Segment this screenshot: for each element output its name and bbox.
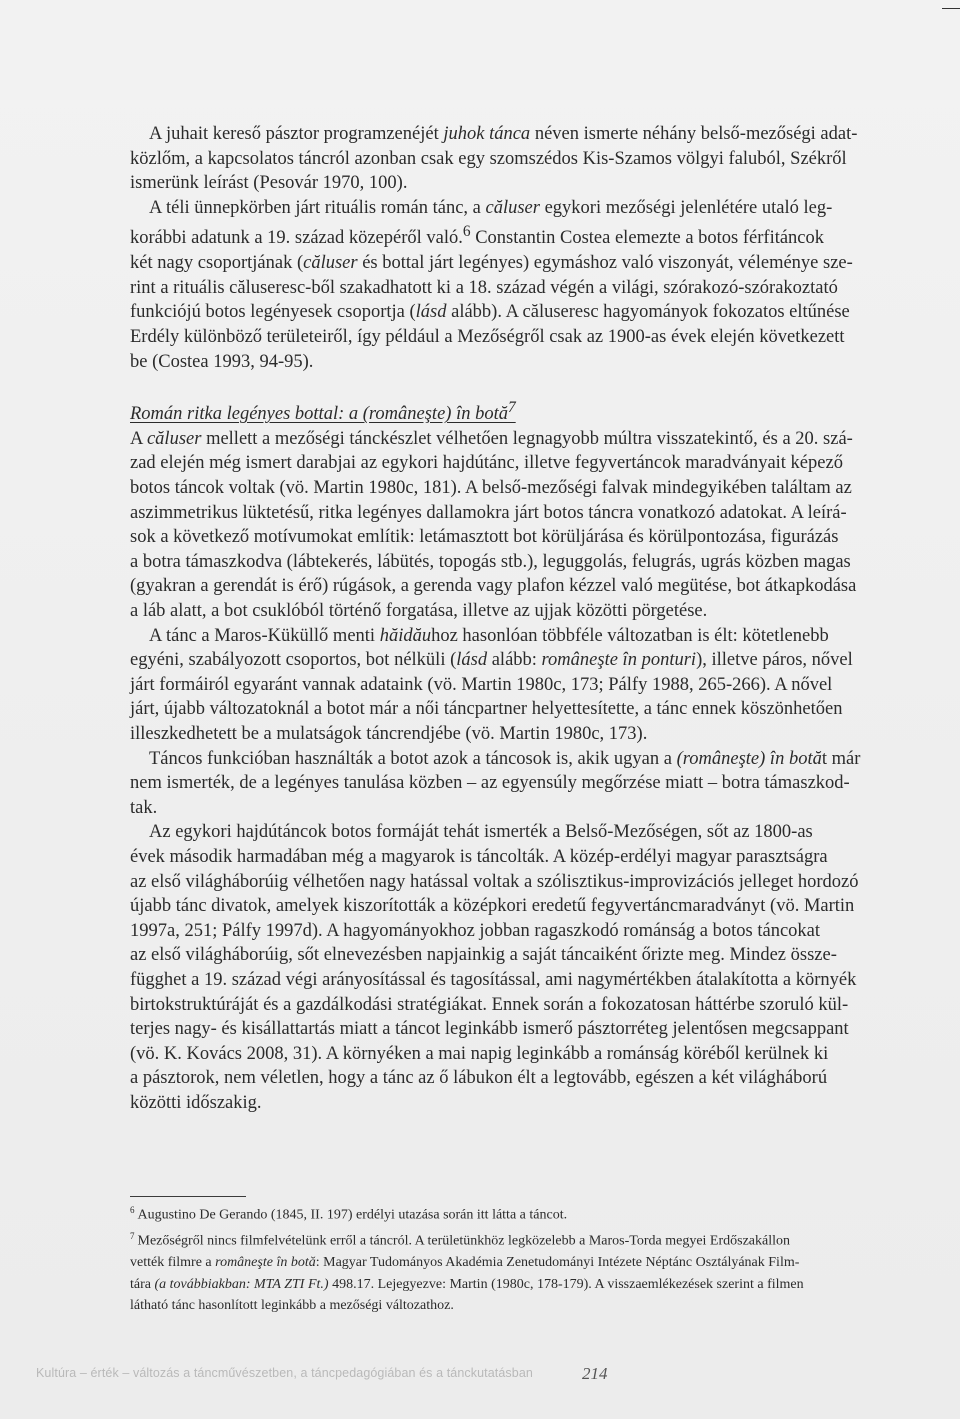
footnote — [130, 1226, 907, 1317]
body-paragraph: A téli ünnepkörben járt rituális román tánc, a căluser egykori mezőségi jelenlétére utaló leg- korábbi adatunk a 19. század közepéről való.$^6$ Constantin Costea elemezte a botos férfitáncok két nagy csoportjának (căluser és bottal járt legényes) egymáshoz való viszonyát, véleménye sze- rint a rituális căluseresc-ből szakadhatott ki a 18. század végén a világi, szórakozó-szórakoztató funkciójú botos legényesek csoportja (lásd alább). A căluseresc hagyományok fokozatos eltűnése Erdély különböző területeiről, így például a Mezőségről csak az 1900-as évek elején következett be (Costea 1993, 94-95). — [130, 197, 853, 372]
section-heading: Román ritka legényes bottal: a (româneşte) în botă$^7$ — [130, 399, 516, 425]
body-paragraph: A căluser mellett a mezőségi tánckészlet vélhetően legnagyobb múltra visszatekintő, és a 20. szá- zad elején még ismert darabjai az egykori hajdútánc, illetve fegyvertáncok maradványait képező botos táncok voltak (vö. Martin 1980c, 181). A belső-mezőségi falvak mindegyikében találtam az aszimmetrikus lüktetésű, ritka legényes dallamokra járt botos táncra vonatkozó adatokat. A leírá- sok a következő motívumokat említik: letámasztott bot körüljárása és körülpontozása, figurázás a botra támaszkodva (lábtekerés, lábütés, topogás stb.), leguggolás, felugrás, ugrás közben magas (gyakran a gerendát is érő) rúgások, a gerenda vagy plafon kézzel való megütése, bot átkapkodása a láb alatt, a bot csuklóból történő forgatása, illetve az ujjak közötti pörgetése. — [130, 428, 857, 621]
scan-edge-line — [942, 0, 960, 9]
running-footer: Kultúra – érték – változás a táncművészetben, a táncpedagógiában és a tánckutatásban — [36, 1366, 533, 1380]
body-paragraph: Az egykori hajdútáncok botos formáját tehát ismerték a Belső-Mezőségen, sőt az 1800-as évek második harmadában még a magyarok is táncolták. A közép-erdélyi magyar parasztságra az első világháborúig vélhetően nagy hatással voltak a szólisztikus-improvizációs jelleget hordozó újabb tánc divatok, amelyek kiszorították a középkori eredetű fegyvertáncmaradványt (vö. Martin 1997a, 251; Pálfy 1997d). A hagyományokhoz jobban ragaszkodó románság a botos táncokat az első világháborúig, sőt elnevezésben napjainkig a saját táncaiként őrizte meg. Mindez össze- függhet a 19. század végi arányosítással és tagosítással, ami nagymértékben átalakította a környék birtokstruktúráját és a gazdálkodási stratégiákat. Ennek során a fokozatosan háttérbe szoruló kül- terjes nagy- és kisállattartás miatt a táncot leginkább ismerő pásztorréteg jelentősen megcsappant (vö. K. Kovács 2008, 31). A környéken a mai napig leginkább a románság köréből kerülnek ki a pásztorok, nem véletlen, hogy a tánc az ő lábukon élt a legtovább, egészen a két világháború közötti időszakig. — [130, 822, 859, 1113]
footnote-text: Mezőségről nincs filmfelvételünk erről a táncról. A területünkhöz legközelebb a Maros-Torda megyei Erdőszakállon vették filmre a româneşte în botă: Magyar Tudományos Akadémia Zenetudományi Intézete Néptánc Osztályának Film- tára (a továbbiakban: MTA ZTI Ft.) 498.17. Lejegyezve: Martin (1980c, 178-179). A visszaemlékezések szerint a filmen látható tánc hasonlított leginkább a mezőségi változathoz. — [130, 1233, 804, 1314]
footnote-number: 7 — [130, 1231, 135, 1242]
body-paragraph: A tánc a Maros-Küküllő menti hăidăuhoz hasonlóan többféle változatban is élt: kötetlenebb egyéni, szabályozott csoportos, bot nélküli (lásd alább: româneşte în ponturi), illetve páros, nővel járt formáiról egyaránt vannak adataink (vö. Martin 1980c, 173; Pálfy 1988, 265-266). A nővel járt, újabb változatoknál a botot már a női táncpartner helyettesítette, a tánc ennek köszönhetően illeszkedhetett be a mulatságok táncrendjébe (vö. Martin 1980c, 173). — [130, 625, 853, 744]
footnotes — [130, 1200, 907, 1317]
footnote-text: Augustino De Gerando (1845, II. 197) erdélyi utazása során itt látta a táncot. — [137, 1207, 568, 1223]
footnote-separator — [130, 1196, 246, 1197]
body-paragraph: Táncos funkcióban használták a botot azok a táncosok is, akik ugyan a (româneşte) în botăt már nem ismerték, de a legényes tanulása közben – az egyensúly megőrzése miatt – botra támaszkod- tak. — [130, 748, 861, 818]
page-number: 214 — [582, 1364, 608, 1383]
footnote-number: 6 — [130, 1205, 135, 1215]
footnote — [130, 1200, 907, 1226]
body-text — [130, 122, 907, 1115]
body-paragraph: A juhait kereső pásztor programzenéjét juhok tánca néven ismerte néhány belső-mezőségi adat- közlőm, a kapcsolatos táncról azonban csak egy szomszédos Kis-Szamos völgyi faluból, Székről ismerünk leírást (Pesovár 1970, 100). — [130, 124, 858, 194]
